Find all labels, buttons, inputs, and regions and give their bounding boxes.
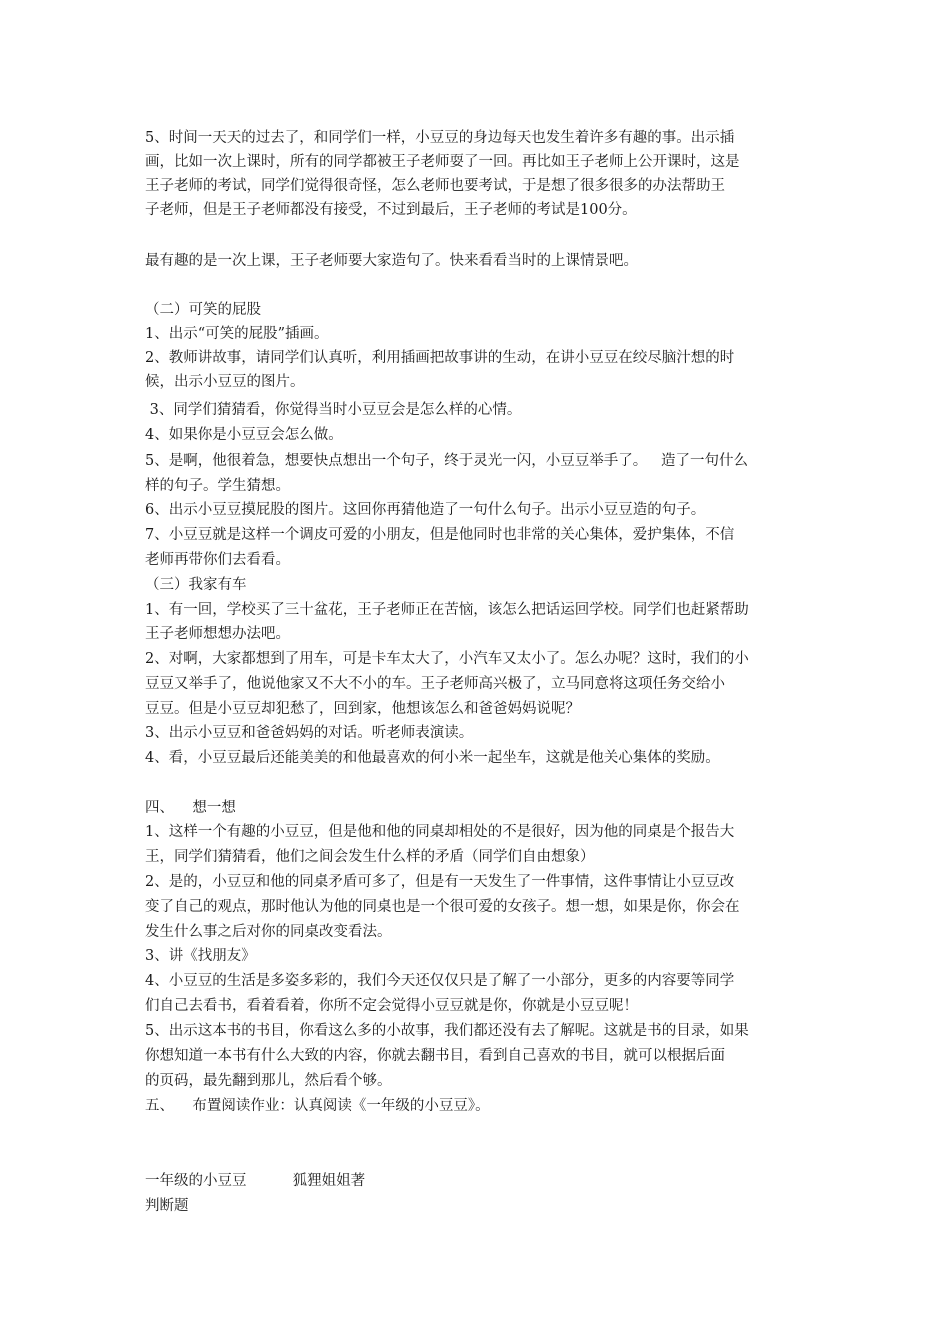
text-line: 画，比如一次上课时，所有的同学都被王子老师耍了一回。再比如王子老师上公开课时，这是 bbox=[145, 154, 740, 170]
text-line: 7、小豆豆就是这样一个调皮可爱的小朋友，但是他同时也非常的关心集体，爱护集体，不信 bbox=[145, 527, 735, 543]
text-line: 2、是的，小豆豆和他的同桌矛盾可多了，但是有一天发生了一件事情，这件事情让小豆豆改 bbox=[145, 874, 735, 890]
text-line: 2、对啊，大家都想到了用车，可是卡车太大了，小汽车又太小了。怎么办呢？这时，我们的小 bbox=[145, 651, 749, 667]
text-line: 3、同学们猜猜看，你觉得当时小豆豆会是怎么样的心情。 bbox=[145, 402, 522, 418]
text-line: 3、讲《找朋友》 bbox=[145, 948, 256, 964]
text-line: 的页码，最先翻到那儿，然后看个够。 bbox=[145, 1073, 392, 1089]
text-line: 候，出示小豆豆的图片。 bbox=[145, 374, 305, 390]
text-line: 老师再带你们去看看。 bbox=[145, 552, 290, 568]
section-heading: （二）可笑的屁股 bbox=[145, 302, 261, 318]
text-line: 2、教师讲故事，请同学们认真听，利用插画把故事讲的生动，在讲小豆豆在绞尽脑汁想的时 bbox=[145, 350, 735, 366]
text-line: 王，同学们猜猜看，他们之间会发生什么样的矛盾（同学们自由想象） bbox=[145, 849, 595, 865]
book-title-line: 一年级的小豆豆 狐狸姐姐著 bbox=[145, 1173, 366, 1189]
text-line: 1、这样一个有趣的小豆豆，但是他和他的同桌却相处的不是很好，因为他的同桌是个报告大 bbox=[145, 824, 735, 840]
text-line: 3、出示小豆豆和爸爸妈妈的对话。听老师表演读。 bbox=[145, 725, 474, 741]
text-line: 发生什么事之后对你的同桌改变看法。 bbox=[145, 924, 392, 940]
text-line: 王子老师的考试，同学们觉得很奇怪，怎么老师也要考试，于是想了很多很多的办法帮助王 bbox=[145, 178, 725, 194]
text-line: 豆豆。但是小豆豆却犯愁了，回到家，他想该怎么和爸爸妈妈说呢？ bbox=[145, 701, 580, 717]
section-heading: 四、 想一想 bbox=[145, 800, 236, 816]
text-line: 1、有一回，学校买了三十盆花，王子老师正在苦恼，该怎么把话运回学校。同学们也赶紧帮助 bbox=[145, 602, 749, 618]
text-line: 4、如果你是小豆豆会怎么做。 bbox=[145, 427, 343, 443]
text-line: 你想知道一本书有什么大致的内容，你就去翻书目，看到自己喜欢的书目，就可以根据后面 bbox=[145, 1048, 725, 1064]
section-heading: 五、 布置阅读作业：认真阅读《一年级的小豆豆》。 bbox=[145, 1098, 490, 1114]
text-line: 豆豆又举手了，他说他家又不大不小的车。王子老师高兴极了，立马同意将这项任务交给小 bbox=[145, 676, 725, 692]
text-line: 最有趣的是一次上课，王子老师要大家造句了。快来看看当时的上课情景吧。 bbox=[145, 253, 638, 269]
text-line: 6、出示小豆豆摸屁股的图片。这回你再猜他造了一句什么句子。出示小豆豆造的句子。 bbox=[145, 502, 706, 518]
text-line: 4、看，小豆豆最后还能美美的和他最喜欢的何小米一起坐车，这就是他关心集体的奖励。 bbox=[145, 750, 720, 766]
text-line: 4、小豆豆的生活是多姿多彩的，我们今天还仅仅只是了解了一小部分，更多的内容要等同学 bbox=[145, 973, 735, 989]
text-line: 5、时间一天天的过去了，和同学们一样，小豆豆的身边每天也发生着许多有趣的事。出示插 bbox=[145, 130, 735, 146]
text-line: 判断题 bbox=[145, 1198, 189, 1214]
text-line: 们自己去看书，看着看着，你所不定会觉得小豆豆就是你，你就是小豆豆呢！ bbox=[145, 998, 638, 1014]
text-line: 5、出示这本书的书目，你看这么多的小故事，我们都还没有去了解呢。这就是书的目录，如果 bbox=[145, 1023, 749, 1039]
text-line: 子老师，但是王子老师都没有接受，不过到最后，王子老师的考试是100分。 bbox=[145, 202, 637, 218]
text-line: 5、是啊，他很着急，想要快点想出一个句子，终于灵光一闪，小豆豆举手了。 造了一句什么 bbox=[145, 453, 749, 469]
text-line: 变了自己的观点，那时他认为他的同桌也是一个很可爱的女孩子。想一想，如果是你，你会在 bbox=[145, 899, 740, 915]
text-line: 1、出示“可笑的屁股”插画。 bbox=[145, 326, 329, 342]
text-line: 王子老师想想办法吧。 bbox=[145, 626, 290, 642]
section-heading: （三）我家有车 bbox=[145, 577, 247, 593]
text-line: 样的句子。学生猜想。 bbox=[145, 478, 290, 494]
